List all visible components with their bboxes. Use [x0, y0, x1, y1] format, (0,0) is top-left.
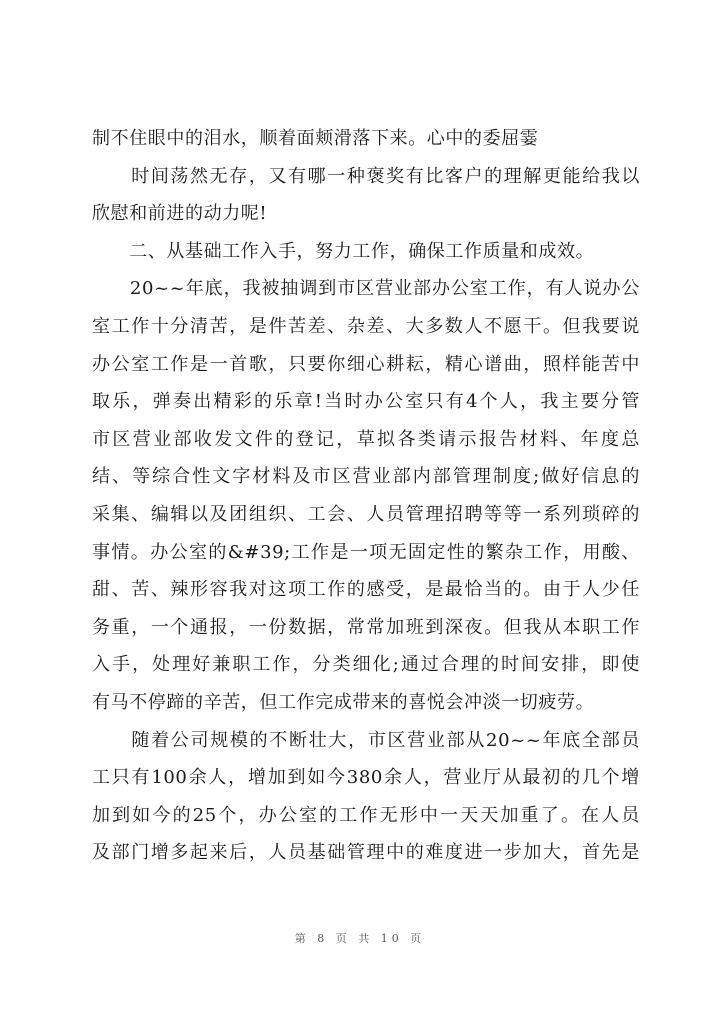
text-line: 二、从基础工作入手，努力工作，确保工作质量和成效。 — [92, 240, 595, 262]
text-line: 室工作十分清苦，是件苦差、杂差、大多数人不愿干。但我要说 — [92, 315, 640, 337]
text-line: 甜、苦、辣形容我对这项工作的感受，是最恰当的。由于人少任 — [92, 579, 640, 601]
text-line: 入手，处理好兼职工作，分类细化;通过合理的时间安排，即使 — [92, 654, 640, 676]
body-text — [92, 120, 640, 872]
text-line: 市区营业部收发文件的登记，草拟各类请示报告材料、年度总 — [92, 428, 640, 450]
text-line: 务重，一个通报，一份数据，常常加班到深夜。但我从本职工作 — [92, 616, 640, 638]
text-line: 时间荡然无存，又有哪一种褒奖有比客户的理解更能给我以 — [92, 165, 640, 187]
text-line: 办公室工作是一首歌，只要你细心耕耘，精心谱曲，照样能苦中 — [92, 353, 640, 375]
text-line: 取乐，弹奏出精彩的乐章!当时办公室只有4个人，我主要分管 — [92, 391, 640, 413]
text-line: 欣慰和前进的动力呢! — [92, 203, 268, 225]
text-line: 事情。办公室的&#39;工作是一项无固定性的繁杂工作，用酸、 — [92, 541, 640, 563]
text-line: 制不住眼中的泪水，顺着面颊滑落下来。心中的委屈霎 — [92, 128, 539, 149]
page-number-footer: 第 8 页 共 10 页 — [294, 932, 426, 945]
text-line: 结、等综合性文字材料及市区营业部内部管理制度;做好信息的 — [92, 466, 640, 488]
text-line: 工只有100余人，增加到如今380余人，营业厅从最初的几个增 — [92, 767, 640, 789]
text-line: 加到如今的25个，办公室的工作无形中一天天加重了。在人员 — [92, 804, 640, 826]
text-line: 采集、编辑以及团组织、工会、人员管理招聘等等一系列琐碎的 — [92, 503, 640, 525]
text-line: 有马不停蹄的辛苦，但工作完成带来的喜悦会冲淡一切疲劳。 — [92, 691, 595, 713]
text-line: 随着公司规模的不断壮大，市区营业部从20~~年底全部员 — [92, 729, 640, 751]
text-line: 20~~年底，我被抽调到市区营业部办公室工作，有人说办公 — [92, 278, 640, 300]
text-line: 及部门增多起来后，人员基础管理中的难度进一步加大，首先是 — [92, 842, 640, 864]
